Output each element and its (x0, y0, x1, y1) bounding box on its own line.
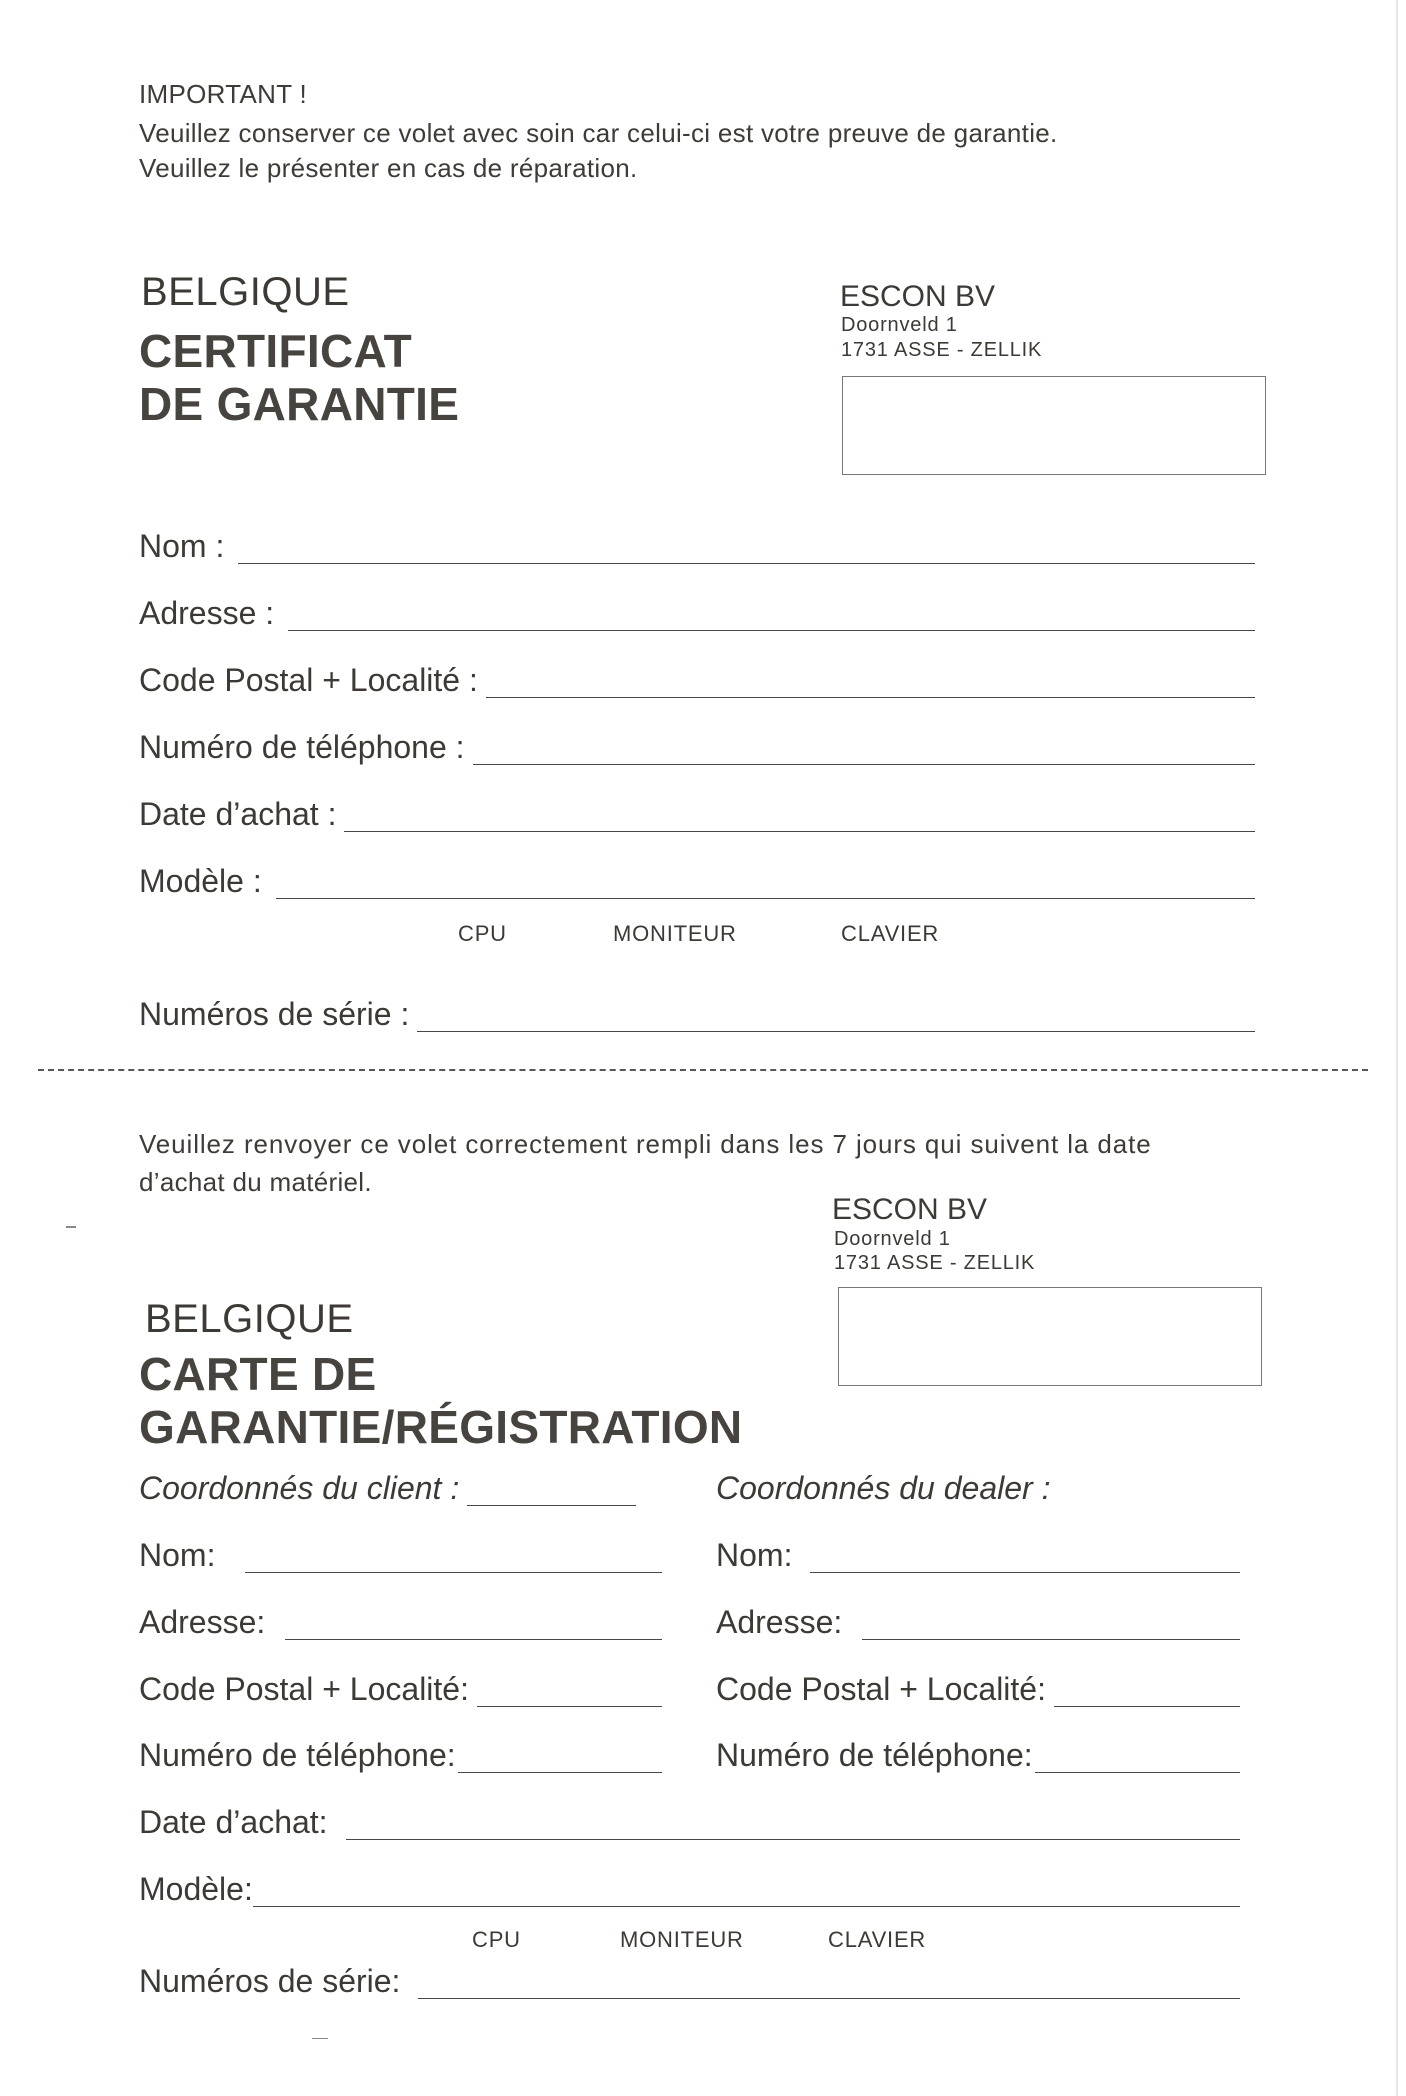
page-edge (1396, 0, 1398, 2096)
section1-street: Doornveld 1 (841, 314, 958, 336)
section2-serial-col-clavier: CLAVIER (828, 1927, 927, 1952)
section1-code-postal-line[interactable] (486, 696, 1255, 698)
section2-instruction-line2: d’achat du matériel. (139, 1167, 372, 1197)
section1-company: ESCON BV (840, 280, 996, 313)
section2-modele-field[interactable] (139, 1869, 1240, 1909)
client-adresse-label: Adresse: (139, 1604, 266, 1640)
client-nom-label: Nom: (139, 1537, 216, 1573)
section2-instruction-line1: Veuillez renvoyer ce volet correctement rempli dans les 7 jours qui suivent la date (139, 1129, 1152, 1159)
cut-line-divider (38, 1069, 1368, 1071)
client-code-postal-label: Code Postal + Localité: (139, 1671, 469, 1707)
section2-serial-col-cpu: CPU (472, 1927, 521, 1952)
dealer-nom-field[interactable] (716, 1535, 1240, 1575)
section1-modele-label: Modèle : (139, 863, 262, 899)
dealer-code-postal-field[interactable] (716, 1669, 1240, 1709)
section1-serial-col-clavier: CLAVIER (841, 921, 940, 946)
dealer-adresse-line[interactable] (862, 1638, 1240, 1640)
section1-numeros-serie-field[interactable] (139, 994, 1255, 1034)
section1-nom-line[interactable] (238, 562, 1255, 564)
client-telephone-line[interactable] (458, 1771, 662, 1773)
dealer-telephone-field[interactable] (716, 1735, 1240, 1775)
dealer-nom-line[interactable] (810, 1571, 1240, 1573)
section1-modele-field[interactable] (139, 861, 1255, 901)
section2-stamp-box[interactable] (838, 1287, 1262, 1386)
client-adresse-field[interactable] (139, 1602, 662, 1642)
section1-telephone-line[interactable] (473, 763, 1255, 765)
section1-numeros-serie-label: Numéros de série : (139, 996, 410, 1032)
section2-company: ESCON BV (832, 1193, 988, 1226)
dealer-heading: Coordonnés du dealer : (716, 1470, 1051, 1506)
section2-serial-col-moniteur: MONITEUR (620, 1927, 744, 1952)
client-telephone-label: Numéro de téléphone: (139, 1737, 456, 1773)
notice-line-1: Veuillez conserver ce volet avec soin car celui-ci est votre preuve de garantie. (139, 118, 1058, 148)
section1-nom-label: Nom : (139, 528, 225, 564)
section1-title-line1: CERTIFICAT (139, 325, 413, 377)
section1-date-achat-field[interactable] (139, 794, 1255, 834)
section2-modele-line[interactable] (253, 1905, 1240, 1907)
section1-country: BELGIQUE (141, 270, 350, 314)
notice-line-2: Veuillez le présenter en cas de réparation. (139, 153, 638, 183)
section2-title-line1: CARTE DE (139, 1348, 377, 1400)
dealer-nom-label: Nom: (716, 1537, 793, 1573)
dealer-adresse-field[interactable] (716, 1602, 1240, 1642)
dealer-code-postal-label: Code Postal + Localité: (716, 1671, 1046, 1707)
client-heading-field (139, 1468, 636, 1508)
scan-speck (312, 2038, 328, 2039)
client-nom-line[interactable] (245, 1571, 662, 1573)
section1-nom-field[interactable] (139, 526, 1255, 566)
client-code-postal-line[interactable] (477, 1705, 662, 1707)
section2-numeros-serie-field[interactable] (139, 1961, 1240, 2001)
section1-numeros-serie-line[interactable] (417, 1030, 1255, 1032)
section1-serial-col-moniteur: MONITEUR (613, 921, 737, 946)
dealer-code-postal-line[interactable] (1054, 1705, 1240, 1707)
section2-city: 1731 ASSE - ZELLIK (834, 1252, 1036, 1274)
section1-stamp-box[interactable] (842, 376, 1266, 475)
client-telephone-field[interactable] (139, 1735, 662, 1775)
section1-date-achat-line[interactable] (344, 830, 1255, 832)
section1-serial-col-cpu: CPU (458, 921, 507, 946)
section1-adresse-field[interactable] (139, 593, 1255, 633)
section1-adresse-line[interactable] (288, 629, 1255, 631)
section2-street: Doornveld 1 (834, 1228, 951, 1250)
section2-modele-label: Modèle: (139, 1871, 253, 1907)
section2-date-achat-line[interactable] (346, 1838, 1240, 1840)
section2-numeros-serie-label: Numéros de série: (139, 1963, 401, 1999)
section1-city: 1731 ASSE - ZELLIK (841, 339, 1043, 361)
client-code-postal-field[interactable] (139, 1669, 662, 1709)
section1-code-postal-label: Code Postal + Localité : (139, 662, 478, 698)
section1-adresse-label: Adresse : (139, 595, 275, 631)
section1-date-achat-label: Date d’achat : (139, 796, 337, 832)
section2-numeros-serie-line[interactable] (418, 1997, 1240, 1999)
dealer-telephone-label: Numéro de téléphone: (716, 1737, 1033, 1773)
section2-title-line2: GARANTIE/RÉGISTRATION (139, 1401, 743, 1453)
section1-code-postal-field[interactable] (139, 660, 1255, 700)
client-heading-line (467, 1504, 636, 1506)
client-heading: Coordonnés du client : (139, 1470, 460, 1506)
section1-title-line2: DE GARANTIE (139, 378, 460, 430)
section2-date-achat-label: Date d’achat: (139, 1804, 328, 1840)
section2-date-achat-field[interactable] (139, 1802, 1240, 1842)
dealer-telephone-line[interactable] (1035, 1771, 1240, 1773)
client-nom-field[interactable] (139, 1535, 662, 1575)
section1-telephone-label: Numéro de téléphone : (139, 729, 465, 765)
client-adresse-line[interactable] (285, 1638, 662, 1640)
dealer-adresse-label: Adresse: (716, 1604, 843, 1640)
section2-country: BELGIQUE (145, 1297, 354, 1341)
section1-telephone-field[interactable] (139, 727, 1255, 767)
notice-heading: IMPORTANT ! (139, 79, 307, 109)
section1-modele-line[interactable] (276, 897, 1255, 899)
scan-speck (66, 1226, 76, 1228)
